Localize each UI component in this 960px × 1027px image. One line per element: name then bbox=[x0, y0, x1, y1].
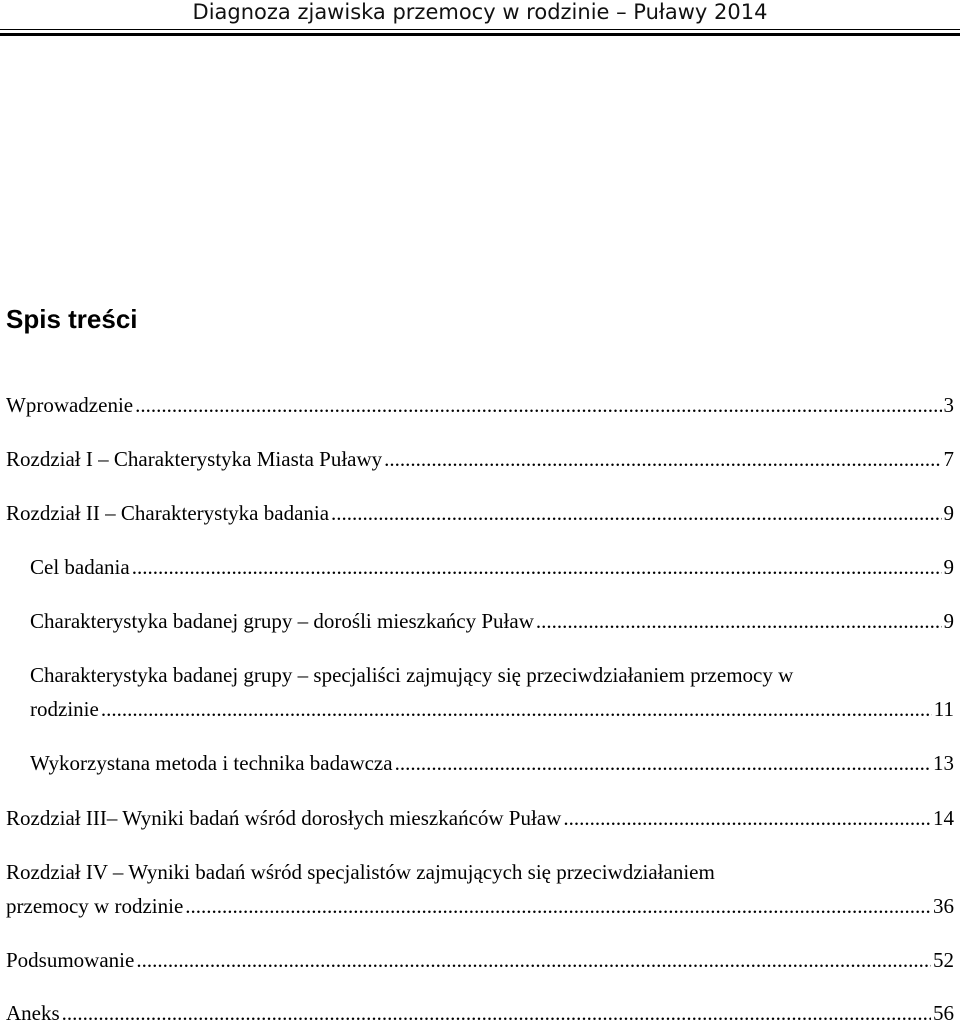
toc-leader-dots bbox=[135, 391, 941, 419]
toc-entry-grupa-mieszkancy[interactable] bbox=[30, 607, 954, 635]
header-rule-thick bbox=[0, 33, 960, 36]
toc-leader-dots bbox=[384, 445, 941, 473]
toc-entry-metoda[interactable] bbox=[30, 749, 954, 777]
toc-entry-page: 9 bbox=[943, 609, 954, 633]
toc-entry-rozdzial-3[interactable] bbox=[6, 804, 954, 832]
header-rule-thin bbox=[0, 29, 960, 30]
toc-leader-dots bbox=[132, 553, 942, 581]
toc-entry-label: Aneks bbox=[6, 1001, 60, 1025]
toc-entry-page: 56 bbox=[933, 1001, 954, 1025]
toc-leader-dots bbox=[331, 499, 941, 527]
toc-entry-page: 52 bbox=[933, 948, 954, 972]
toc-entry-label: Wykorzystana metoda i technika badawcza bbox=[30, 751, 393, 775]
page-header bbox=[0, 0, 960, 40]
toc-entry-rozdzial-4[interactable] bbox=[6, 892, 954, 920]
toc-entry-label: Rozdział II – Charakterystyka badania bbox=[6, 501, 330, 525]
running-header-title: Diagnoza zjawiska przemocy w rodzinie – Puławy 2014 bbox=[192, 0, 768, 24]
toc-entry-cel-badania[interactable] bbox=[30, 553, 954, 581]
toc-entry-label: Wprowadzenie bbox=[6, 393, 134, 417]
toc-entry-label: Podsumowanie bbox=[6, 948, 135, 972]
toc-entry-label: rodzinie bbox=[30, 697, 99, 721]
toc-entry-rozdzial-4-line1[interactable]: Rozdział IV – Wyniki badań wśród specjalistów zajmujących się przeciwdziałaniem bbox=[6, 860, 715, 884]
toc-entry-page: 9 bbox=[943, 501, 954, 525]
toc-leader-dots bbox=[136, 946, 931, 974]
toc-entry-wprowadzenie[interactable] bbox=[6, 391, 954, 419]
toc-leader-dots bbox=[101, 695, 932, 723]
toc-entry-page: 11 bbox=[933, 697, 954, 721]
toc-entry-grupa-specjalisci-line1[interactable]: Charakterystyka badanej grupy – specjaliści zajmujący się przeciwdziałaniem przemocy w bbox=[30, 663, 794, 687]
toc-entry-label: Cel badania bbox=[30, 555, 130, 579]
toc-entry-podsumowanie[interactable] bbox=[6, 946, 954, 974]
toc-leader-dots bbox=[395, 749, 931, 777]
toc-entry-label: Rozdział III– Wyniki badań wśród dorosłych mieszkańców Puław bbox=[6, 806, 562, 830]
toc-entry-page: 36 bbox=[933, 894, 954, 918]
toc-entry-rozdzial-2[interactable] bbox=[6, 499, 954, 527]
toc-entry-page: 7 bbox=[943, 447, 954, 471]
toc-entry-label: Rozdział I – Charakterystyka Miasta Puławy bbox=[6, 447, 383, 471]
toc-entry-grupa-specjalisci[interactable] bbox=[30, 695, 954, 723]
toc-entry-page: 13 bbox=[933, 751, 954, 775]
toc-entry-page: 9 bbox=[943, 555, 954, 579]
toc-leader-dots bbox=[563, 804, 931, 832]
toc-entry-label: Charakterystyka badanej grupy – dorośli mieszkańcy Puław bbox=[30, 609, 534, 633]
toc-entry-rozdzial-1[interactable] bbox=[6, 445, 954, 473]
toc-leader-dots bbox=[185, 892, 931, 920]
toc-entry-page: 3 bbox=[943, 393, 954, 417]
toc-leader-dots bbox=[536, 607, 942, 635]
toc-entry-page: 14 bbox=[933, 806, 954, 830]
toc-entry-label: przemocy w rodzinie bbox=[6, 894, 184, 918]
toc-heading: Spis treści bbox=[6, 304, 138, 334]
